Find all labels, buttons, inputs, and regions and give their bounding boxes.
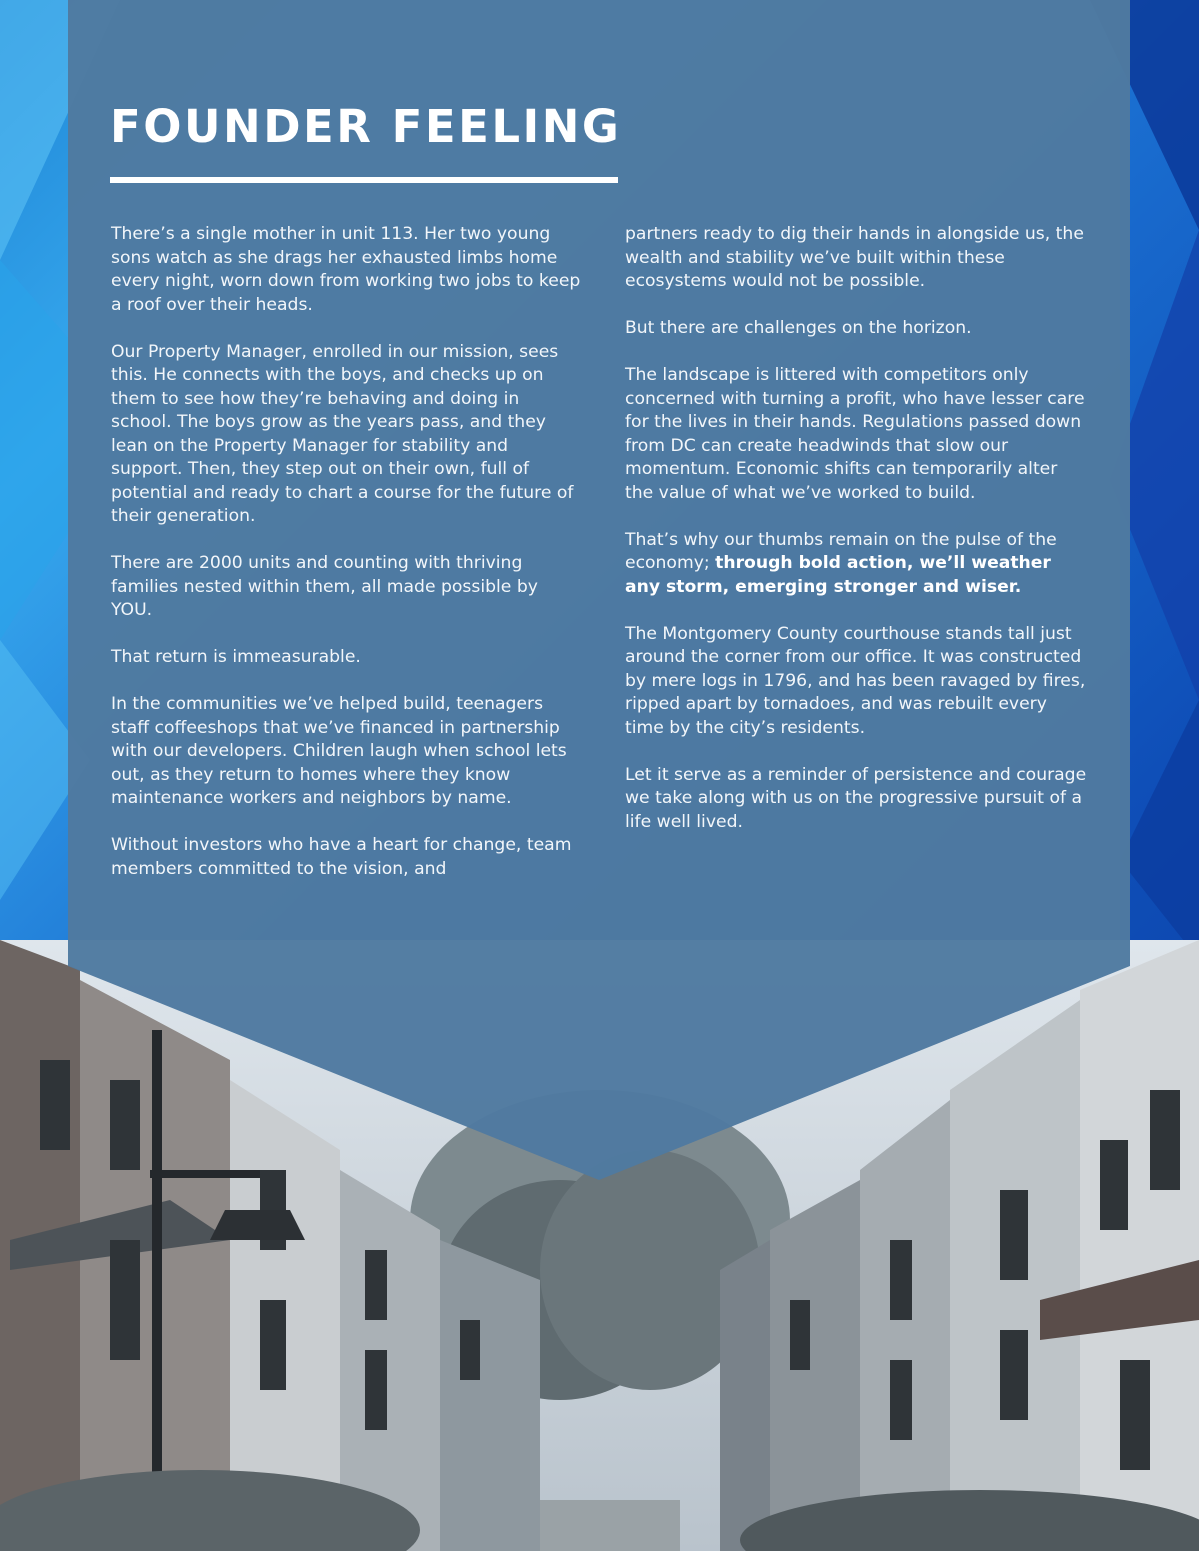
- right-column: [625, 223, 1090, 858]
- bold-statement: through bold action, we’ll weather any storm, emerging stronger and wiser.: [625, 553, 1051, 597]
- paragraph: Without investors who have a heart for change, team members committed to the vision, and: [111, 835, 572, 879]
- page-title: FOUNDER FEELING: [110, 100, 622, 153]
- paragraph: Let it serve as a reminder of persistence and courage we take along with us on the progressive pursuit of a life well lived.: [625, 764, 1087, 832]
- paragraph: The landscape is littered with competitors only concerned with turning a profit, who have lesser care for the lives in their hands. Regulations passed down from DC can create headwinds that slow our momentum. Economic shifts can temporarily alter the value of what we’ve worked to build.: [625, 365, 1085, 503]
- paragraph: [625, 529, 1090, 600]
- left-column: [111, 223, 581, 905]
- paragraph: The Montgomery County courthouse stands tall just around the corner from our office. It was constructed by mere logs in 1796, and has been ravaged by fires, ripped apart by tornadoes, and was rebuilt every time by the city’s residents.: [625, 623, 1086, 738]
- title-underline: [110, 177, 618, 183]
- paragraph-text: That’s why our thumbs remain on the pulse of the economy;: [625, 529, 1057, 573]
- paragraph: There are 2000 units and counting with thriving families nested within them, all made possible by YOU.: [111, 553, 538, 620]
- paragraph: Our Property Manager, enrolled in our mission, sees this. He connects with the boys, and checks up on them to see how they’re behaving and doing in school. The boys grow as the years pass, and they lean on the Property Manager for stability and support. Then, they step out on their own, full of potential and ready to chart a course for the future of their generation.: [111, 341, 574, 526]
- paragraph: But there are challenges on the horizon.: [625, 318, 972, 338]
- paragraph: There’s a single mother in unit 113. Her two young sons watch as she drags her exhausted limbs home every night, worn down from working two jobs to keep a roof over their heads.: [111, 224, 581, 315]
- paragraph: partners ready to dig their hands in alongside us, the wealth and stability we’ve built within these ecosystems would not be possible.: [625, 224, 1084, 291]
- paragraph: In the communities we’ve helped build, teenagers staff coffeeshops that we’ve financed in partnership with our developers. Children laugh when school lets out, as they return to homes where they know maintenance workers and neighbors by name.: [111, 694, 567, 808]
- paragraph: That return is immeasurable.: [111, 647, 361, 667]
